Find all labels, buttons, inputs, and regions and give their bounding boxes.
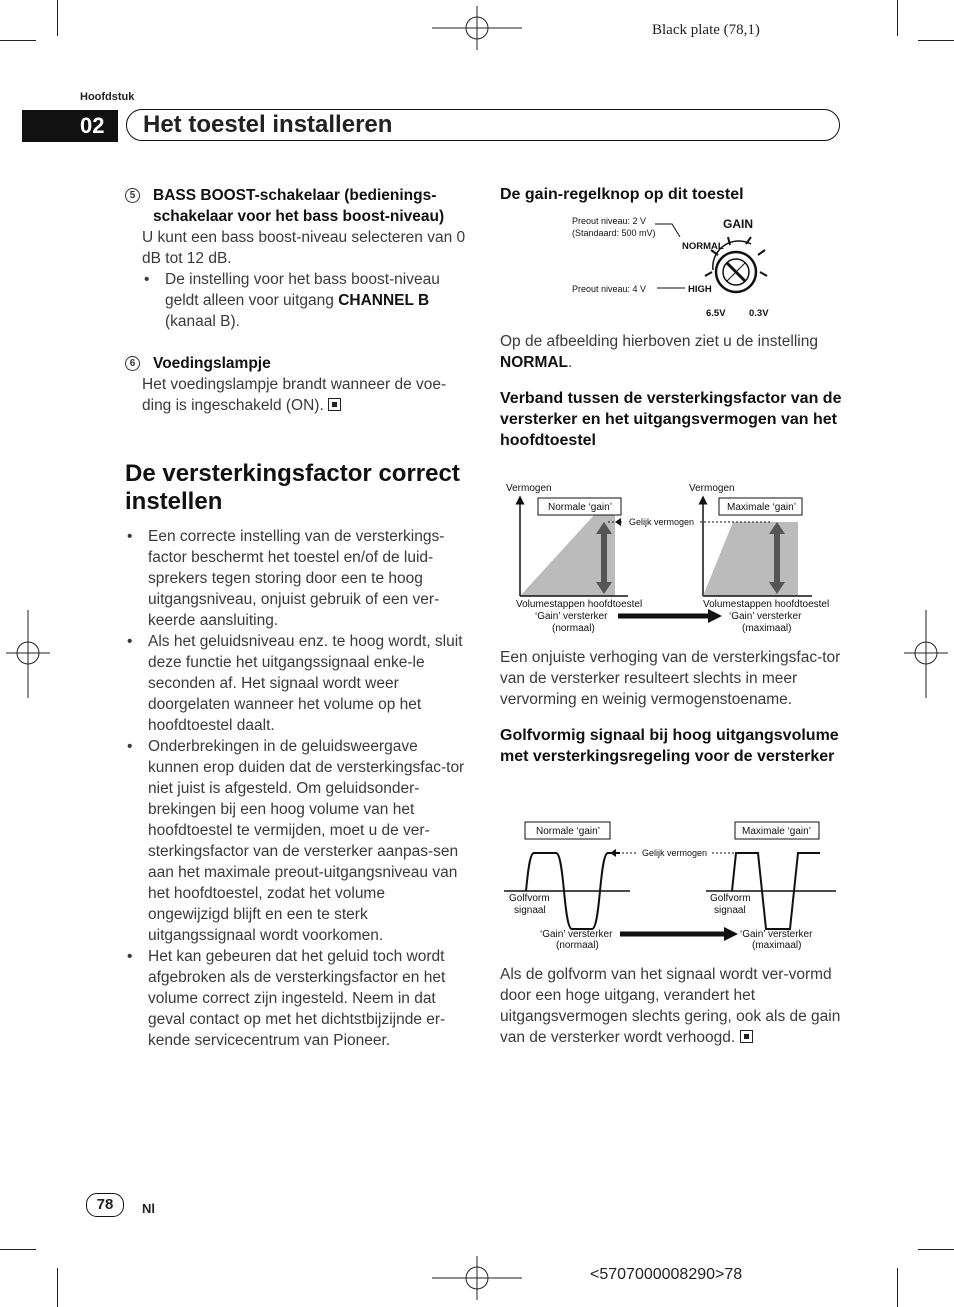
end-mark-icon [328, 398, 341, 411]
svg-text:‘Gain’ versterker: ‘Gain’ versterker [729, 611, 802, 622]
svg-text:‘Gain’ versterker: ‘Gain’ versterker [535, 611, 608, 622]
svg-text:Gelijk vermogen: Gelijk vermogen [629, 517, 695, 527]
svg-text:Volumestappen hoofdtoestel: Volumestappen hoofdtoestel [516, 599, 643, 610]
language-code: Nl [142, 1201, 155, 1216]
svg-text:Maximale ‘gain’: Maximale ‘gain’ [727, 502, 796, 513]
svg-text:‘Gain’ versterker: ‘Gain’ versterker [540, 929, 613, 940]
item-5-text: U kunt een bass boost-niveau selecteren van 0 dB tot 12 dB. [142, 229, 466, 267]
svg-text:Vermogen: Vermogen [506, 483, 552, 494]
power-gain-diagram [500, 478, 845, 638]
standard-label: (Standaard: 500 mV) [572, 228, 656, 238]
wave-heading: Golfvormig signaal bij hoog uitgangsvolume met versterkingsregeling voor de versterker [500, 727, 839, 765]
item-5-title: 5 BASS BOOST-schakelaar (bedienings-schakelaar voor het bass boost-niveau) [125, 185, 470, 227]
svg-text:Normale ‘gain’: Normale ‘gain’ [548, 502, 612, 513]
relation-text: Een onjuiste verhoging van de versterkingsfac-tor van de versterker resulteert slechts in meer vervorming en weinig vermogenstoename. [500, 649, 841, 708]
item-5-bullet: • De instelling voor het bass boost-niveau geldt alleen voor uitgang CHANNEL B (kanaal B). [142, 269, 470, 332]
page-number: 78 [86, 1193, 124, 1217]
svg-text:‘Gain’ versterker: ‘Gain’ versterker [740, 929, 813, 940]
end-mark-icon [740, 1030, 753, 1043]
wave-text: Als de golfvorm van het signaal wordt ver-vormd door een hoge uitgang, verandert het uitgangsvermogen slechts gering, ook als de gain van de versterker wordt verhoogd. [500, 966, 841, 1046]
relation-heading: Verband tussen de versterkingsfactor van de versterker en het uitgangsvermogen van het hoofdtoestel [500, 390, 842, 449]
svg-text:(normaal): (normaal) [556, 940, 599, 951]
waveform-diagram [500, 815, 845, 955]
svg-text:signaal: signaal [514, 905, 546, 916]
high-label: HIGH [688, 284, 712, 295]
chapter-number: 02 [22, 110, 118, 142]
v65-label: 6.5V [706, 308, 726, 319]
item-6-title: 6 Voedingslampje [125, 353, 470, 374]
svg-text:Maximale ‘gain’: Maximale ‘gain’ [742, 826, 811, 837]
svg-text:(maximaal): (maximaal) [752, 940, 802, 951]
svg-text:Gelijk vermogen: Gelijk vermogen [642, 848, 708, 858]
chapter-title: Het toestel installeren [143, 111, 393, 138]
bullet-item: • Een correcte instelling van de versterkings-factor beschermt het toestel en/of de luid-sprekers tegen storing door een te hoog uitgangsniveau, onjuist gebruik of een ver-keerde aansluiting. [125, 526, 470, 631]
plate-label: Black plate (78,1) [652, 22, 760, 38]
svg-text:(normaal): (normaal) [552, 623, 595, 634]
gain-caption: Op de afbeelding hierboven ziet u de instelling NORMAL. [500, 333, 818, 371]
gain-label: GAIN [723, 217, 753, 231]
left-column [125, 185, 470, 1051]
normal-label: NORMAL [682, 241, 724, 252]
gain-knob-icon [655, 224, 767, 292]
section-bullets [125, 526, 470, 1051]
svg-text:Vermogen: Vermogen [689, 483, 735, 494]
item-5-bullets [125, 269, 470, 332]
bullet-item: • Als het geluidsniveau enz. te hoog wordt, sluit deze functie het uitgangssignaal enke-le seconden af. Het signaal wordt weer doorgelaten wanneer het volume op het hoofdtoestel daalt. [125, 631, 470, 736]
svg-text:signaal: signaal [714, 905, 746, 916]
item-6-number: 6 [125, 356, 140, 371]
chapter-label: Hoofdstuk [80, 91, 135, 103]
bullet-item: • Het kan gebeuren dat het geluid toch wordt afgebroken als de versterkingsfactor en het volume correct zijn ingesteld. Neem in dat geval contact op met het dichtstbijzijnde er-kende servicecentrum van Pioneer. [125, 946, 470, 1051]
section-title: De versterkingsfactor correct instellen [125, 460, 460, 515]
gain-heading: De gain-regelknop op dit toestel [500, 186, 744, 203]
preout4-label: Preout niveau: 4 V [572, 284, 647, 294]
item-5-number: 5 [125, 188, 140, 203]
svg-text:Golfvorm: Golfvorm [710, 893, 751, 904]
svg-text:(maximaal): (maximaal) [742, 623, 792, 634]
svg-text:Normale ‘gain’: Normale ‘gain’ [536, 826, 600, 837]
bullet-item: • Onderbrekingen in de geluidsweergave kunnen erop duiden dat de versterkingsfac-tor niet juist is afgesteld. Om geluidsonder-brekingen bij een hoog volume van het hoofdtoestel te vermijden, moet u de ver-sterkingsfactor van de versterker aanpas-sen aan het maximale preout-uitgangsniveau van het hoofdtoestel, zodat het volume ongewijzigd blijft en een te sterk uitgangssignaal wordt voorkomen. [125, 736, 470, 946]
v03-label: 0.3V [749, 308, 769, 319]
svg-text:Golfvorm: Golfvorm [509, 893, 550, 904]
gain-knob-diagram [565, 212, 790, 327]
document-code: <5707000008290>78 [590, 1266, 743, 1283]
preout2-label: Preout niveau: 2 V [572, 216, 647, 226]
item-6-text: Het voedingslampje brandt wanneer de voe-ding is ingeschakeld (ON). [142, 376, 447, 414]
svg-text:Volumestappen hoofdtoestel: Volumestappen hoofdtoestel [703, 599, 830, 610]
